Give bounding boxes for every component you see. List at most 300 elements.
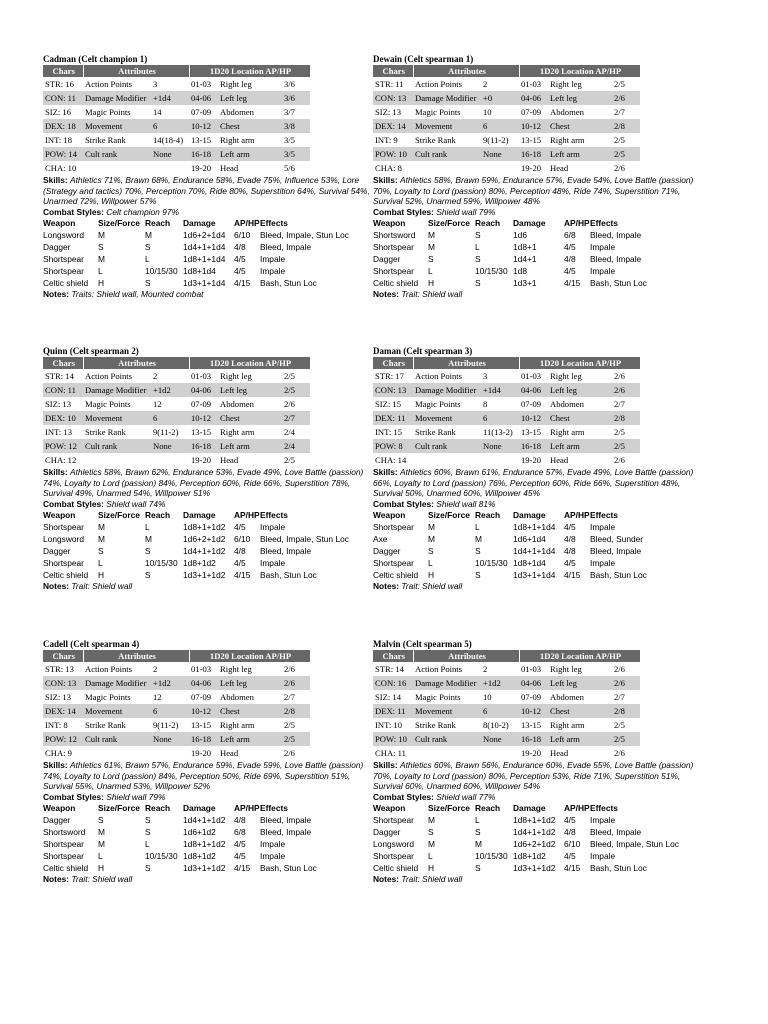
weapon-cell: 4/15	[564, 570, 581, 580]
weapon-cell: 4/15	[234, 278, 251, 288]
weapons-header-cell: Size/Force	[98, 218, 140, 228]
weapon-cell: L	[475, 815, 480, 825]
roll-range-cell: 10-12	[189, 119, 218, 133]
stats-row	[373, 133, 640, 147]
roll-range-cell: 10-12	[189, 704, 218, 718]
ap-hp-cell: 2/6	[614, 455, 625, 465]
notes-label: Notes:	[43, 289, 70, 299]
attribute-value-cell: +1d4	[481, 383, 519, 397]
roll-range-cell: 07-09	[521, 107, 542, 117]
weapon-row	[43, 545, 370, 557]
stats-row	[373, 77, 640, 91]
attribute-name-cell: Magic Points	[85, 399, 131, 409]
attribute-value-cell: +1d2	[151, 383, 189, 397]
stats-row	[43, 133, 310, 147]
weapon-cell: 1d6+1d4	[513, 534, 546, 544]
weapon-cell: 1d8+1d2	[183, 558, 216, 568]
weapon-cell: 10/15/30	[145, 266, 178, 276]
ap-hp-cell: 2/6	[284, 748, 295, 758]
weapon-cell: H	[98, 863, 105, 873]
stats-header-row	[373, 357, 640, 369]
weapon-cell: 4/15	[234, 863, 251, 873]
roll-range-cell: 19-20	[521, 748, 542, 758]
weapon-row	[43, 569, 370, 581]
characteristic-cell: CHA: 14	[375, 455, 407, 465]
weapon-cell: L	[98, 558, 103, 568]
weapon-cell: 10/15/30	[475, 851, 508, 861]
stats-row	[373, 383, 640, 397]
weapon-cell: Bash, Stun Loc	[260, 570, 317, 580]
hit-location-header: 1D20 Location AP/HP	[189, 357, 310, 369]
notes-label: Notes:	[373, 289, 400, 299]
weapon-cell: Longsword	[373, 839, 414, 849]
ap-hp-cell: 2/5	[284, 720, 295, 730]
roll-range-cell: 16-18	[189, 147, 218, 161]
attribute-name-cell: Strike Rank	[85, 427, 126, 437]
weapon-cell: H	[428, 570, 435, 580]
weapon-cell: M	[98, 827, 105, 837]
skills-label: Skills:	[373, 175, 398, 185]
notes-label: Notes:	[43, 874, 70, 884]
ap-hp-cell: 2/7	[614, 692, 625, 702]
weapon-row	[373, 521, 700, 533]
weapon-cell: L	[98, 266, 103, 276]
weapon-cell: Celtic shield	[43, 863, 89, 873]
hit-location-header: 1D20 Location AP/HP	[189, 650, 310, 662]
weapon-cell: 1d8+1+1d2	[183, 839, 226, 849]
skills-paragraph	[373, 175, 703, 207]
weapons-table	[373, 217, 700, 289]
weapons-header-cell: AP/HP	[564, 803, 590, 813]
attribute-value-cell: +1d4	[151, 91, 189, 105]
weapon-cell: 1d4+1+1d2	[513, 827, 556, 837]
location-cell: Left leg	[548, 91, 612, 105]
stats-row	[43, 397, 310, 411]
weapon-cell: 1d8+1d2	[513, 851, 546, 861]
attribute-name-cell: Action Points	[415, 79, 463, 89]
ap-hp-cell: 2/5	[614, 427, 625, 437]
characteristic-cell: DEX: 11	[373, 411, 413, 425]
location-cell: Left leg	[218, 91, 282, 105]
notes-line	[373, 874, 703, 885]
roll-range-cell: 10-12	[519, 119, 548, 133]
weapon-cell: M	[428, 522, 435, 532]
roll-range-cell: 04-06	[189, 676, 218, 690]
stats-row	[373, 718, 640, 732]
weapon-row	[373, 533, 700, 545]
location-cell: Abdomen	[550, 107, 584, 117]
attribute-value-cell: 2	[153, 371, 158, 381]
roll-range-cell: 07-09	[191, 692, 212, 702]
weapon-cell: Celtic shield	[373, 570, 419, 580]
weapon-cell: M	[145, 230, 152, 240]
skills-paragraph	[373, 760, 703, 792]
weapon-cell: Impale	[590, 266, 616, 276]
weapon-cell: 6/10	[234, 534, 251, 544]
hit-location-header: 1D20 Location AP/HP	[519, 65, 640, 77]
roll-range-cell: 16-18	[519, 732, 548, 746]
attribute-name-cell: Magic Points	[415, 399, 461, 409]
skills-label: Skills:	[373, 467, 398, 477]
ap-hp-cell: 2/6	[284, 664, 295, 674]
ap-hp-cell: 2/5	[614, 720, 625, 730]
attribute-value-cell: 6	[151, 411, 189, 425]
weapon-cell: Impale	[260, 254, 286, 264]
weapon-cell: 4/5	[234, 522, 246, 532]
weapon-cell: Bleed, Impale	[260, 242, 312, 252]
location-cell: Abdomen	[220, 399, 254, 409]
ap-hp-cell: 2/6	[282, 676, 310, 690]
attribute-value-cell: 2	[483, 664, 488, 674]
attribute-value-cell: 8	[483, 399, 488, 409]
ap-hp-cell: 3/7	[284, 107, 295, 117]
characteristic-cell: POW: 14	[43, 147, 83, 161]
attribute-value-cell: 14	[153, 107, 162, 117]
ap-hp-cell: 2/4	[284, 427, 295, 437]
weapons-header-cell: Reach	[145, 803, 171, 813]
weapon-cell: Dagger	[373, 546, 401, 556]
weapons-header-cell: Reach	[475, 218, 501, 228]
combat-styles-label: Combat Styles:	[43, 498, 104, 509]
weapon-cell: 4/5	[564, 815, 576, 825]
roll-range-cell: 19-20	[521, 455, 542, 465]
location-cell: Left leg	[548, 676, 612, 690]
characteristic-cell: CHA: 8	[375, 163, 402, 173]
weapon-cell: L	[428, 266, 433, 276]
weapon-cell: 4/5	[564, 851, 576, 861]
location-cell: Abdomen	[220, 107, 254, 117]
weapons-header-cell: Damage	[183, 218, 216, 228]
weapon-row	[373, 265, 700, 277]
attribute-name-cell: Strike Rank	[85, 720, 126, 730]
ap-hp-cell: 2/6	[284, 399, 295, 409]
chars-header: Chars	[373, 650, 413, 662]
character-title: Daman (Celt spearman 3)	[373, 346, 473, 356]
attribute-value-cell: 2	[483, 79, 488, 89]
attribute-name-cell: Movement	[413, 704, 481, 718]
weapon-row	[43, 850, 370, 862]
location-cell: Abdomen	[220, 692, 254, 702]
characteristic-cell: CON: 13	[43, 676, 83, 690]
attribute-value-cell: 9(11-2)	[483, 135, 509, 145]
hit-location-header: 1D20 Location AP/HP	[189, 65, 310, 77]
combat-styles-line	[43, 499, 373, 510]
stats-row	[43, 718, 310, 732]
roll-range-cell: 04-06	[519, 383, 548, 397]
weapon-cell: H	[98, 570, 105, 580]
weapons-header-cell: AP/HP	[234, 510, 260, 520]
weapon-cell: Bleed, Impale	[260, 546, 312, 556]
attribute-name-cell: Movement	[83, 119, 151, 133]
characteristic-cell: SIZ: 13	[375, 107, 402, 117]
weapon-cell: 10/15/30	[475, 266, 508, 276]
weapon-cell: S	[98, 546, 104, 556]
weapon-cell: Celtic shield	[373, 278, 419, 288]
location-cell: Right arm	[220, 720, 255, 730]
skills-label: Skills:	[43, 760, 68, 770]
weapon-cell: S	[475, 254, 481, 264]
attribute-name-cell: Strike Rank	[415, 720, 456, 730]
ap-hp-cell: 2/6	[614, 371, 625, 381]
weapons-header-cell: Effects	[260, 218, 288, 228]
weapons-header-cell: Size/Force	[98, 510, 140, 520]
weapon-cell: Shortspear	[43, 839, 84, 849]
weapon-cell: 1d3+1+1d2	[513, 863, 556, 873]
weapon-cell: H	[98, 278, 105, 288]
weapon-cell: 4/8	[564, 534, 576, 544]
weapon-cell: Bleed, Impale	[590, 254, 642, 264]
weapons-header-cell: Reach	[475, 510, 501, 520]
attribute-name-cell: Movement	[83, 411, 151, 425]
location-cell: Head	[220, 748, 239, 758]
weapon-row	[373, 862, 700, 874]
weapon-row	[373, 814, 700, 826]
weapon-cell: 1d6+2+1d2	[513, 839, 556, 849]
weapon-cell: 6/8	[564, 230, 576, 240]
ap-hp-cell: 3/6	[284, 79, 295, 89]
attribute-name-cell: Action Points	[85, 79, 133, 89]
weapon-cell: 10/15/30	[475, 558, 508, 568]
weapon-cell: Impale	[590, 815, 616, 825]
weapon-cell: 1d8+1+1d4	[183, 254, 226, 264]
combat-styles-text: Shield wall 79%	[106, 791, 166, 802]
weapon-cell: Shortspear	[373, 851, 414, 861]
ap-hp-cell: 3/8	[282, 119, 310, 133]
weapon-cell: 1d8+1+1d4	[513, 522, 556, 532]
weapon-cell: Bleed, Impale, Stun Loc	[260, 230, 349, 240]
ap-hp-cell: 2/5	[284, 455, 295, 465]
stats-row	[43, 746, 310, 760]
ap-hp-cell: 2/6	[612, 383, 640, 397]
characteristic-cell: DEX: 14	[373, 119, 413, 133]
location-cell: Left leg	[218, 383, 282, 397]
weapon-cell: 1d3+1+1d4	[183, 278, 226, 288]
stats-row	[43, 411, 310, 425]
combat-styles-line	[373, 499, 703, 510]
stats-row	[43, 91, 310, 105]
stats-row	[373, 453, 640, 467]
attribute-value-cell: 12	[153, 692, 162, 702]
weapon-cell: Celtic shield	[43, 278, 89, 288]
attributes-header: Attributes	[413, 650, 519, 662]
weapon-cell: S	[98, 242, 104, 252]
ap-hp-cell: 2/6	[614, 664, 625, 674]
weapons-table	[373, 802, 700, 874]
combat-styles-text: Shield wall 77%	[436, 791, 496, 802]
location-cell: Left leg	[548, 383, 612, 397]
weapon-cell: L	[475, 242, 480, 252]
attribute-name-cell: Cult rank	[83, 439, 151, 453]
roll-range-cell: 07-09	[521, 692, 542, 702]
weapon-cell: 6/10	[234, 230, 251, 240]
roll-range-cell: 13-15	[191, 720, 212, 730]
weapon-cell: 6/10	[564, 839, 581, 849]
weapon-cell: Celtic shield	[43, 570, 89, 580]
location-cell: Right arm	[550, 135, 585, 145]
stats-row	[373, 704, 640, 718]
weapon-cell: 4/5	[234, 839, 246, 849]
weapon-row	[373, 569, 700, 581]
location-cell: Chest	[218, 411, 282, 425]
roll-range-cell: 07-09	[191, 107, 212, 117]
weapon-cell: L	[145, 254, 150, 264]
weapons-table	[373, 509, 700, 581]
weapon-cell: 1d6+1d2	[183, 827, 216, 837]
weapon-cell: S	[145, 827, 151, 837]
location-cell: Right leg	[220, 79, 252, 89]
weapons-header-cell: Reach	[145, 218, 171, 228]
stats-row	[43, 105, 310, 119]
weapon-cell: Impale	[590, 522, 616, 532]
weapon-cell: Impale	[260, 851, 286, 861]
weapon-cell: M	[98, 839, 105, 849]
skills-text: Athletics 58%, Brawn 62%, Endurance 53%, Evade 49%, Love Battle (passion) 74%, Loyalty to Lord (passion) 84%, Perception 60%, Ride 66%, Superstition 78%, Survival 49%, Unarmed 54%, Willpower 51%	[43, 467, 364, 498]
weapon-cell: 1d6+2+1d4	[183, 230, 226, 240]
weapon-cell: S	[145, 863, 151, 873]
characteristic-cell: STR: 17	[375, 371, 404, 381]
weapons-header-cell: Damage	[183, 510, 216, 520]
attribute-name-cell: Cult rank	[83, 732, 151, 746]
attribute-name-cell: Strike Rank	[415, 135, 456, 145]
attribute-name-cell: Damage Modifier	[83, 383, 151, 397]
combat-styles-label: Combat Styles:	[43, 791, 104, 802]
stats-row	[373, 91, 640, 105]
weapon-cell: S	[428, 254, 434, 264]
weapons-table	[43, 509, 370, 581]
notes-text: Traits: Shield wall, Mounted combat	[71, 289, 204, 299]
location-cell: Right leg	[550, 79, 582, 89]
roll-range-cell: 16-18	[519, 147, 548, 161]
weapons-header-row	[373, 802, 700, 814]
weapon-cell: 1d4+1+1d4	[513, 546, 556, 556]
ap-hp-cell: 2/7	[614, 107, 625, 117]
weapon-cell: Impale	[260, 558, 286, 568]
stats-table	[373, 357, 641, 467]
characteristic-cell: DEX: 14	[43, 704, 83, 718]
weapon-cell: M	[98, 254, 105, 264]
characteristic-cell: POW: 8	[373, 439, 413, 453]
ap-hp-cell: 2/8	[612, 119, 640, 133]
roll-range-cell: 16-18	[189, 439, 218, 453]
weapons-header-cell: Weapon	[373, 510, 406, 520]
location-cell: Right arm	[220, 135, 255, 145]
weapons-header-cell: AP/HP	[234, 803, 260, 813]
stats-row	[373, 662, 640, 676]
roll-range-cell: 13-15	[191, 427, 212, 437]
weapon-cell: Shortspear	[373, 815, 414, 825]
attribute-value-cell: None	[151, 147, 189, 161]
weapon-cell: 4/15	[234, 570, 251, 580]
attribute-value-cell: 10	[483, 107, 492, 117]
stats-row	[373, 147, 640, 161]
character-title: Cadell (Celt spearman 4)	[43, 639, 140, 649]
location-cell: Left arm	[218, 147, 282, 161]
characteristic-cell: STR: 11	[375, 79, 404, 89]
ap-hp-cell: 2/8	[612, 704, 640, 718]
weapon-cell: Dagger	[373, 827, 401, 837]
attribute-value-cell: +1d2	[481, 676, 519, 690]
weapons-header-cell: Reach	[475, 803, 501, 813]
attribute-value-cell: 6	[481, 411, 519, 425]
weapon-cell: L	[145, 522, 150, 532]
stats-row	[373, 425, 640, 439]
skills-label: Skills:	[43, 175, 68, 185]
skills-text: Athletics 71%, Brawn 68%, Endurance 58%, Evade 75%, Influence 53%, Lore (Strategy and tactics) 70%, Perception 70%, Ride 80%, Superstition 64%, Survival 54%, Unarmed 72%, Willpower 57%	[43, 175, 370, 206]
location-cell: Left arm	[548, 147, 612, 161]
weapon-cell: Bash, Stun Loc	[590, 278, 647, 288]
attribute-value-cell: 12	[153, 399, 162, 409]
combat-styles-line	[373, 207, 703, 218]
weapon-cell: 1d8+1+1d2	[183, 522, 226, 532]
combat-styles-label: Combat Styles:	[373, 206, 434, 217]
notes-text: Trait: Shield wall	[401, 581, 463, 591]
weapon-cell: Shortsword	[373, 230, 416, 240]
attribute-name-cell: Strike Rank	[85, 135, 126, 145]
weapons-header-row	[43, 802, 370, 814]
attribute-value-cell	[481, 453, 519, 467]
weapon-cell: 4/5	[234, 254, 246, 264]
notes-line	[43, 874, 373, 885]
stats-row	[43, 77, 310, 91]
ap-hp-cell: 2/5	[284, 371, 295, 381]
chars-header: Chars	[373, 65, 413, 77]
weapon-cell: 4/5	[564, 522, 576, 532]
attribute-name-cell: Magic Points	[415, 692, 461, 702]
weapon-cell: L	[428, 558, 433, 568]
weapon-cell: Impale	[590, 558, 616, 568]
combat-styles-text: Shield wall 81%	[436, 498, 496, 509]
weapon-cell: Shortspear	[43, 851, 84, 861]
attribute-value-cell: 6	[481, 704, 519, 718]
weapon-row	[43, 521, 370, 533]
stat-block-card	[43, 345, 373, 592]
combat-styles-label: Combat Styles:	[373, 791, 434, 802]
weapon-cell: Impale	[260, 522, 286, 532]
weapon-cell: 1d8+1d4	[183, 266, 216, 276]
attribute-name-cell: Action Points	[85, 664, 133, 674]
weapons-header-cell: AP/HP	[234, 218, 260, 228]
notes-line	[43, 581, 373, 592]
stats-row	[373, 105, 640, 119]
combat-styles-line	[373, 792, 703, 803]
weapons-header-cell: AP/HP	[564, 510, 590, 520]
characteristic-cell: POW: 12	[43, 439, 83, 453]
stats-row	[373, 732, 640, 746]
attribute-value-cell: 14(18-4)	[153, 135, 184, 145]
characteristic-cell: SIZ: 15	[375, 399, 402, 409]
location-cell: Abdomen	[550, 399, 584, 409]
weapons-header-cell: Weapon	[373, 218, 406, 228]
attribute-name-cell	[413, 453, 481, 467]
weapon-row	[373, 850, 700, 862]
weapon-cell: M	[98, 534, 105, 544]
weapons-header-cell: Size/Force	[428, 803, 470, 813]
characteristic-cell: STR: 14	[375, 664, 404, 674]
roll-range-cell: 13-15	[191, 135, 212, 145]
chars-header: Chars	[43, 65, 83, 77]
stats-header-row	[43, 357, 310, 369]
stats-row	[43, 676, 310, 690]
stats-header-row	[43, 65, 310, 77]
roll-range-cell: 01-03	[521, 371, 542, 381]
weapons-header-cell: Weapon	[43, 510, 76, 520]
characteristic-cell: POW: 10	[373, 147, 413, 161]
stats-row	[43, 662, 310, 676]
ap-hp-cell: 2/6	[614, 748, 625, 758]
stats-row	[43, 704, 310, 718]
attribute-name-cell	[83, 746, 151, 760]
attribute-name-cell	[83, 161, 151, 175]
